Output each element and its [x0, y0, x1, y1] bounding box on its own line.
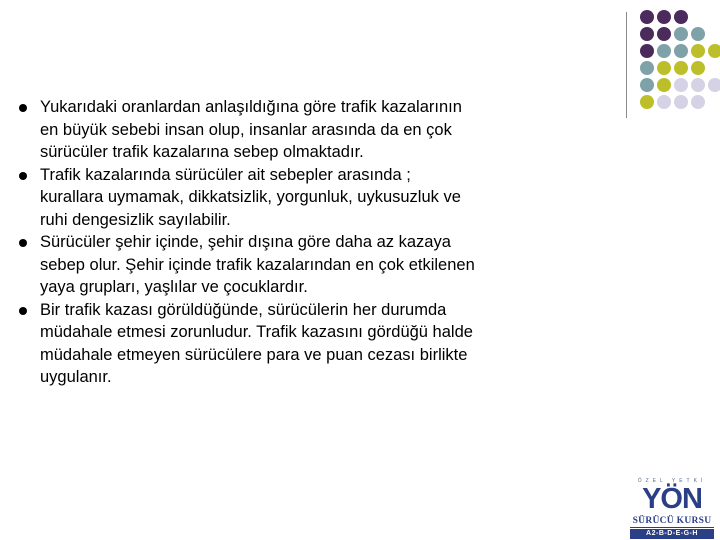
decor-dot	[691, 27, 705, 41]
decor-dot	[640, 61, 654, 75]
bullet-text: Sürücüler şehir içinde, şehir dışına göre daha az kazaya sebep olur. Şehir içinde trafik kazalarından en çok etkilenen yaya grupları, yaşlılar ve çocuklardır.	[40, 233, 475, 296]
decor-dot	[640, 95, 654, 109]
bullet-dot-icon	[19, 172, 27, 180]
bullet-item	[18, 231, 638, 299]
bullet-dot-icon	[19, 104, 27, 112]
bullet-item	[18, 299, 638, 389]
decor-dot	[708, 44, 720, 58]
decor-dot	[657, 44, 671, 58]
bullet-dot-icon	[19, 307, 27, 315]
decor-dot	[640, 10, 654, 24]
decor-dot	[657, 10, 671, 24]
decor-dot	[691, 78, 705, 92]
bullet-text: Bir trafik kazası görüldüğünde, sürücülerin her durumda müdahale etmesi zorunludur. Trafik kazasını gördüğü halde müdahale etmeyen sürücülere para ve puan cezası birlikte uygulanır.	[40, 300, 473, 386]
decor-dot	[674, 44, 688, 58]
bullet-item	[18, 96, 638, 164]
bullet-item	[18, 164, 638, 232]
decor-dot	[640, 78, 654, 92]
logo-license-classes: A2-B-D-E-G-H	[630, 529, 714, 539]
bullet-text: Trafik kazalarında sürücüler ait sebepler arasında ; kurallara uymamak, dikkatsizlik, yorgunluk, uykusuzluk ve ruhi dengesizlik sayılabilir.	[40, 165, 461, 229]
decor-dot	[708, 78, 720, 92]
decor-dot	[674, 78, 688, 92]
decor-dot	[640, 27, 654, 41]
decor-dot	[674, 61, 688, 75]
decor-dot	[657, 95, 671, 109]
decor-dot	[657, 78, 671, 92]
decor-dot	[657, 61, 671, 75]
decor-dot	[674, 27, 688, 41]
bullet-list	[18, 96, 638, 389]
decor-dot	[657, 27, 671, 41]
decor-dot	[691, 95, 705, 109]
bullet-text: Yukarıdaki oranlardan anlaşıldığına göre trafik kazalarının en büyük sebebi insan olup, insanlar arasında da en çok sürücüler trafik kazalarına sebep olmaktadır.	[40, 98, 462, 161]
logo-wordmark: YÖN	[642, 483, 702, 515]
logo-tagline: ÖZEL YETKİ	[637, 478, 707, 484]
driving-school-logo	[628, 478, 716, 540]
decor-dot	[674, 10, 688, 24]
bullet-dot-icon	[19, 239, 27, 247]
decor-dot	[691, 44, 705, 58]
logo-subtitle: SÜRÜCÜ KURSU	[630, 516, 714, 528]
decor-dot	[674, 95, 688, 109]
decor-dot	[640, 44, 654, 58]
decor-dot	[691, 61, 705, 75]
